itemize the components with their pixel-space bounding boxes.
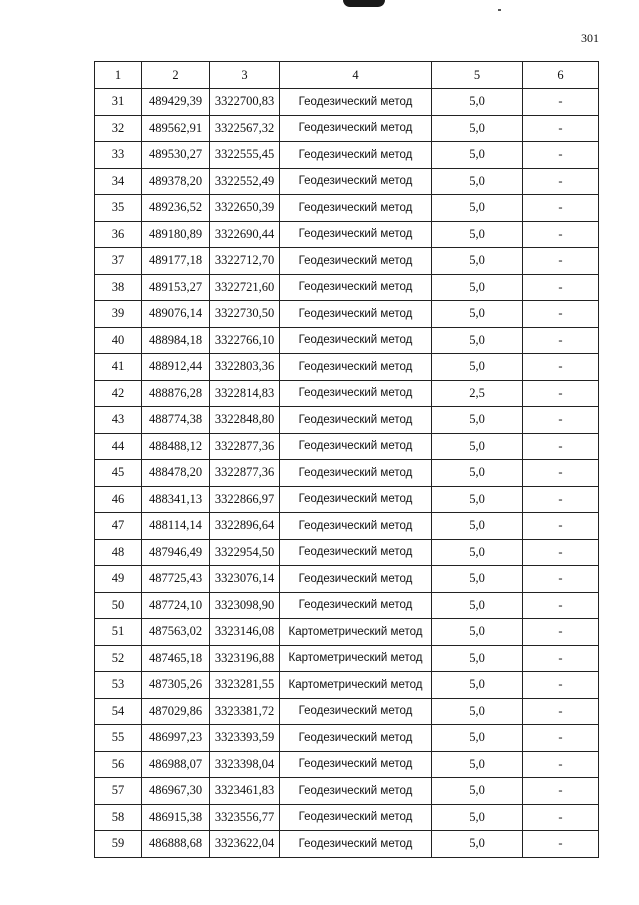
coordinate-x-cell: 489429,39: [142, 89, 210, 116]
method-cell: Геодезический метод: [280, 539, 432, 566]
coordinate-y-cell: 3323556,77: [210, 804, 280, 831]
method-cell: Геодезический метод: [280, 433, 432, 460]
note-cell: -: [523, 460, 599, 487]
note-cell: -: [523, 513, 599, 540]
table-row: [95, 168, 599, 195]
coordinate-x-cell: 488774,38: [142, 407, 210, 434]
note-cell: -: [523, 301, 599, 328]
coordinate-x-cell: 489378,20: [142, 168, 210, 195]
coordinate-y-cell: 3323281,55: [210, 672, 280, 699]
column-header: 5: [432, 62, 523, 89]
column-header: 1: [95, 62, 142, 89]
point-number-cell: 56: [95, 751, 142, 778]
method-cell: Геодезический метод: [280, 142, 432, 169]
table-row: [95, 539, 599, 566]
note-cell: -: [523, 142, 599, 169]
table-row: [95, 248, 599, 275]
accuracy-cell: 5,0: [432, 778, 523, 805]
column-header: 4: [280, 62, 432, 89]
note-cell: -: [523, 645, 599, 672]
note-cell: -: [523, 751, 599, 778]
note-cell: -: [523, 115, 599, 142]
point-number-cell: 35: [95, 195, 142, 222]
coordinate-x-cell: 487724,10: [142, 592, 210, 619]
coordinate-y-cell: 3322730,50: [210, 301, 280, 328]
point-number-cell: 36: [95, 221, 142, 248]
note-cell: -: [523, 831, 599, 858]
accuracy-cell: 5,0: [432, 221, 523, 248]
coordinate-x-cell: 488341,13: [142, 486, 210, 513]
point-number-cell: 43: [95, 407, 142, 434]
note-cell: -: [523, 804, 599, 831]
accuracy-cell: 5,0: [432, 433, 523, 460]
table-row: [95, 619, 599, 646]
note-cell: -: [523, 274, 599, 301]
accuracy-cell: 5,0: [432, 407, 523, 434]
coordinate-x-cell: 487465,18: [142, 645, 210, 672]
accuracy-cell: 5,0: [432, 142, 523, 169]
coordinate-x-cell: 487305,26: [142, 672, 210, 699]
accuracy-cell: 5,0: [432, 539, 523, 566]
accuracy-cell: 5,0: [432, 751, 523, 778]
point-number-cell: 45: [95, 460, 142, 487]
table-row: [95, 142, 599, 169]
table-row: [95, 804, 599, 831]
accuracy-cell: 5,0: [432, 592, 523, 619]
scan-artifact: [343, 0, 385, 7]
accuracy-cell: 5,0: [432, 327, 523, 354]
note-cell: -: [523, 566, 599, 593]
coordinates-table: [94, 61, 599, 858]
accuracy-cell: 5,0: [432, 274, 523, 301]
coordinate-x-cell: 488912,44: [142, 354, 210, 381]
point-number-cell: 52: [95, 645, 142, 672]
point-number-cell: 44: [95, 433, 142, 460]
accuracy-cell: 5,0: [432, 619, 523, 646]
coordinate-x-cell: 489076,14: [142, 301, 210, 328]
coordinate-x-cell: 489180,89: [142, 221, 210, 248]
point-number-cell: 32: [95, 115, 142, 142]
coordinate-y-cell: 3322700,83: [210, 89, 280, 116]
method-cell: Картометрический метод: [280, 619, 432, 646]
coordinate-x-cell: 489562,91: [142, 115, 210, 142]
coordinate-x-cell: 489177,18: [142, 248, 210, 275]
table-row: [95, 513, 599, 540]
method-cell: Геодезический метод: [280, 460, 432, 487]
coordinate-y-cell: 3322848,80: [210, 407, 280, 434]
coordinate-y-cell: 3322766,10: [210, 327, 280, 354]
column-header: 3: [210, 62, 280, 89]
coordinate-y-cell: 3322721,60: [210, 274, 280, 301]
accuracy-cell: 5,0: [432, 725, 523, 752]
method-cell: Геодезический метод: [280, 513, 432, 540]
point-number-cell: 58: [95, 804, 142, 831]
table-row: [95, 460, 599, 487]
note-cell: -: [523, 592, 599, 619]
table-row: [95, 195, 599, 222]
method-cell: Геодезический метод: [280, 407, 432, 434]
table-row: [95, 645, 599, 672]
coordinate-x-cell: 489153,27: [142, 274, 210, 301]
note-cell: -: [523, 248, 599, 275]
table-row: [95, 301, 599, 328]
note-cell: -: [523, 619, 599, 646]
table-row: [95, 221, 599, 248]
point-number-cell: 53: [95, 672, 142, 699]
method-cell: Геодезический метод: [280, 725, 432, 752]
note-cell: -: [523, 221, 599, 248]
coordinate-y-cell: 3323381,72: [210, 698, 280, 725]
coordinate-y-cell: 3323146,08: [210, 619, 280, 646]
table-row: [95, 831, 599, 858]
point-number-cell: 33: [95, 142, 142, 169]
table-row: [95, 566, 599, 593]
table-row: [95, 274, 599, 301]
coordinate-y-cell: 3322814,83: [210, 380, 280, 407]
coordinate-x-cell: 489530,27: [142, 142, 210, 169]
coordinate-x-cell: 486997,23: [142, 725, 210, 752]
note-cell: -: [523, 407, 599, 434]
accuracy-cell: 5,0: [432, 248, 523, 275]
note-cell: -: [523, 354, 599, 381]
table-row: [95, 592, 599, 619]
method-cell: Геодезический метод: [280, 486, 432, 513]
table-row: [95, 778, 599, 805]
column-header: 2: [142, 62, 210, 89]
point-number-cell: 55: [95, 725, 142, 752]
table-row: [95, 89, 599, 116]
note-cell: -: [523, 89, 599, 116]
scan-speck: [498, 9, 501, 11]
table-row: [95, 725, 599, 752]
method-cell: Геодезический метод: [280, 221, 432, 248]
table-header-row: [95, 62, 599, 89]
point-number-cell: 40: [95, 327, 142, 354]
method-cell: Геодезический метод: [280, 804, 432, 831]
point-number-cell: 51: [95, 619, 142, 646]
coordinate-y-cell: 3323076,14: [210, 566, 280, 593]
accuracy-cell: 5,0: [432, 698, 523, 725]
coordinate-y-cell: 3323098,90: [210, 592, 280, 619]
coordinate-x-cell: 487029,86: [142, 698, 210, 725]
method-cell: Геодезический метод: [280, 380, 432, 407]
coordinate-x-cell: 488984,18: [142, 327, 210, 354]
coordinate-y-cell: 3322877,36: [210, 433, 280, 460]
coordinate-y-cell: 3322877,36: [210, 460, 280, 487]
method-cell: Геодезический метод: [280, 751, 432, 778]
table-row: [95, 327, 599, 354]
coordinate-y-cell: 3323398,04: [210, 751, 280, 778]
coordinate-y-cell: 3322954,50: [210, 539, 280, 566]
coordinate-y-cell: 3322690,44: [210, 221, 280, 248]
point-number-cell: 42: [95, 380, 142, 407]
point-number-cell: 59: [95, 831, 142, 858]
coordinate-x-cell: 488478,20: [142, 460, 210, 487]
note-cell: -: [523, 539, 599, 566]
method-cell: Геодезический метод: [280, 115, 432, 142]
page-number: 301: [581, 31, 599, 45]
method-cell: Картометрический метод: [280, 645, 432, 672]
accuracy-cell: 5,0: [432, 460, 523, 487]
table-row: [95, 354, 599, 381]
accuracy-cell: 5,0: [432, 354, 523, 381]
coordinate-x-cell: 488876,28: [142, 380, 210, 407]
table-row: [95, 486, 599, 513]
table-row: [95, 407, 599, 434]
coordinate-y-cell: 3322803,36: [210, 354, 280, 381]
point-number-cell: 39: [95, 301, 142, 328]
coordinate-x-cell: 486888,68: [142, 831, 210, 858]
table-row: [95, 672, 599, 699]
accuracy-cell: 5,0: [432, 804, 523, 831]
coordinate-x-cell: 487725,43: [142, 566, 210, 593]
point-number-cell: 54: [95, 698, 142, 725]
point-number-cell: 38: [95, 274, 142, 301]
note-cell: -: [523, 778, 599, 805]
coordinate-y-cell: 3322866,97: [210, 486, 280, 513]
point-number-cell: 49: [95, 566, 142, 593]
accuracy-cell: 5,0: [432, 672, 523, 699]
point-number-cell: 31: [95, 89, 142, 116]
note-cell: -: [523, 380, 599, 407]
note-cell: -: [523, 327, 599, 354]
method-cell: Геодезический метод: [280, 274, 432, 301]
accuracy-cell: 5,0: [432, 89, 523, 116]
column-header: 6: [523, 62, 599, 89]
accuracy-cell: 5,0: [432, 831, 523, 858]
point-number-cell: 41: [95, 354, 142, 381]
coordinate-y-cell: 3323461,83: [210, 778, 280, 805]
point-number-cell: 57: [95, 778, 142, 805]
accuracy-cell: 5,0: [432, 513, 523, 540]
coordinate-x-cell: 487563,02: [142, 619, 210, 646]
coordinate-y-cell: 3322567,32: [210, 115, 280, 142]
coordinate-y-cell: 3322555,45: [210, 142, 280, 169]
point-number-cell: 47: [95, 513, 142, 540]
accuracy-cell: 5,0: [432, 645, 523, 672]
accuracy-cell: 5,0: [432, 168, 523, 195]
note-cell: -: [523, 672, 599, 699]
note-cell: -: [523, 486, 599, 513]
note-cell: -: [523, 725, 599, 752]
coordinate-x-cell: 486967,30: [142, 778, 210, 805]
method-cell: Геодезический метод: [280, 327, 432, 354]
table-row: [95, 433, 599, 460]
coordinate-y-cell: 3323393,59: [210, 725, 280, 752]
method-cell: Геодезический метод: [280, 831, 432, 858]
method-cell: Геодезический метод: [280, 248, 432, 275]
method-cell: Геодезический метод: [280, 89, 432, 116]
table-body: [95, 89, 599, 858]
coordinate-y-cell: 3323622,04: [210, 831, 280, 858]
table-row: [95, 751, 599, 778]
method-cell: Геодезический метод: [280, 168, 432, 195]
point-number-cell: 34: [95, 168, 142, 195]
method-cell: Геодезический метод: [280, 592, 432, 619]
table-row: [95, 380, 599, 407]
coordinate-y-cell: 3322712,70: [210, 248, 280, 275]
accuracy-cell: 5,0: [432, 486, 523, 513]
note-cell: -: [523, 195, 599, 222]
accuracy-cell: 5,0: [432, 195, 523, 222]
note-cell: -: [523, 698, 599, 725]
method-cell: Геодезический метод: [280, 778, 432, 805]
coordinate-x-cell: 488488,12: [142, 433, 210, 460]
coordinate-y-cell: 3322552,49: [210, 168, 280, 195]
coordinate-x-cell: 486988,07: [142, 751, 210, 778]
coordinate-x-cell: 489236,52: [142, 195, 210, 222]
coordinate-y-cell: 3322650,39: [210, 195, 280, 222]
point-number-cell: 37: [95, 248, 142, 275]
method-cell: Геодезический метод: [280, 354, 432, 381]
coordinate-x-cell: 486915,38: [142, 804, 210, 831]
accuracy-cell: 5,0: [432, 301, 523, 328]
accuracy-cell: 5,0: [432, 566, 523, 593]
note-cell: -: [523, 433, 599, 460]
note-cell: -: [523, 168, 599, 195]
coordinate-x-cell: 488114,14: [142, 513, 210, 540]
point-number-cell: 48: [95, 539, 142, 566]
table-row: [95, 698, 599, 725]
method-cell: Картометрический метод: [280, 672, 432, 699]
coordinate-y-cell: 3322896,64: [210, 513, 280, 540]
coordinate-y-cell: 3323196,88: [210, 645, 280, 672]
coordinate-x-cell: 487946,49: [142, 539, 210, 566]
table-row: [95, 115, 599, 142]
point-number-cell: 46: [95, 486, 142, 513]
method-cell: Геодезический метод: [280, 698, 432, 725]
method-cell: Геодезический метод: [280, 195, 432, 222]
point-number-cell: 50: [95, 592, 142, 619]
accuracy-cell: 5,0: [432, 115, 523, 142]
accuracy-cell: 2,5: [432, 380, 523, 407]
method-cell: Геодезический метод: [280, 301, 432, 328]
method-cell: Геодезический метод: [280, 566, 432, 593]
